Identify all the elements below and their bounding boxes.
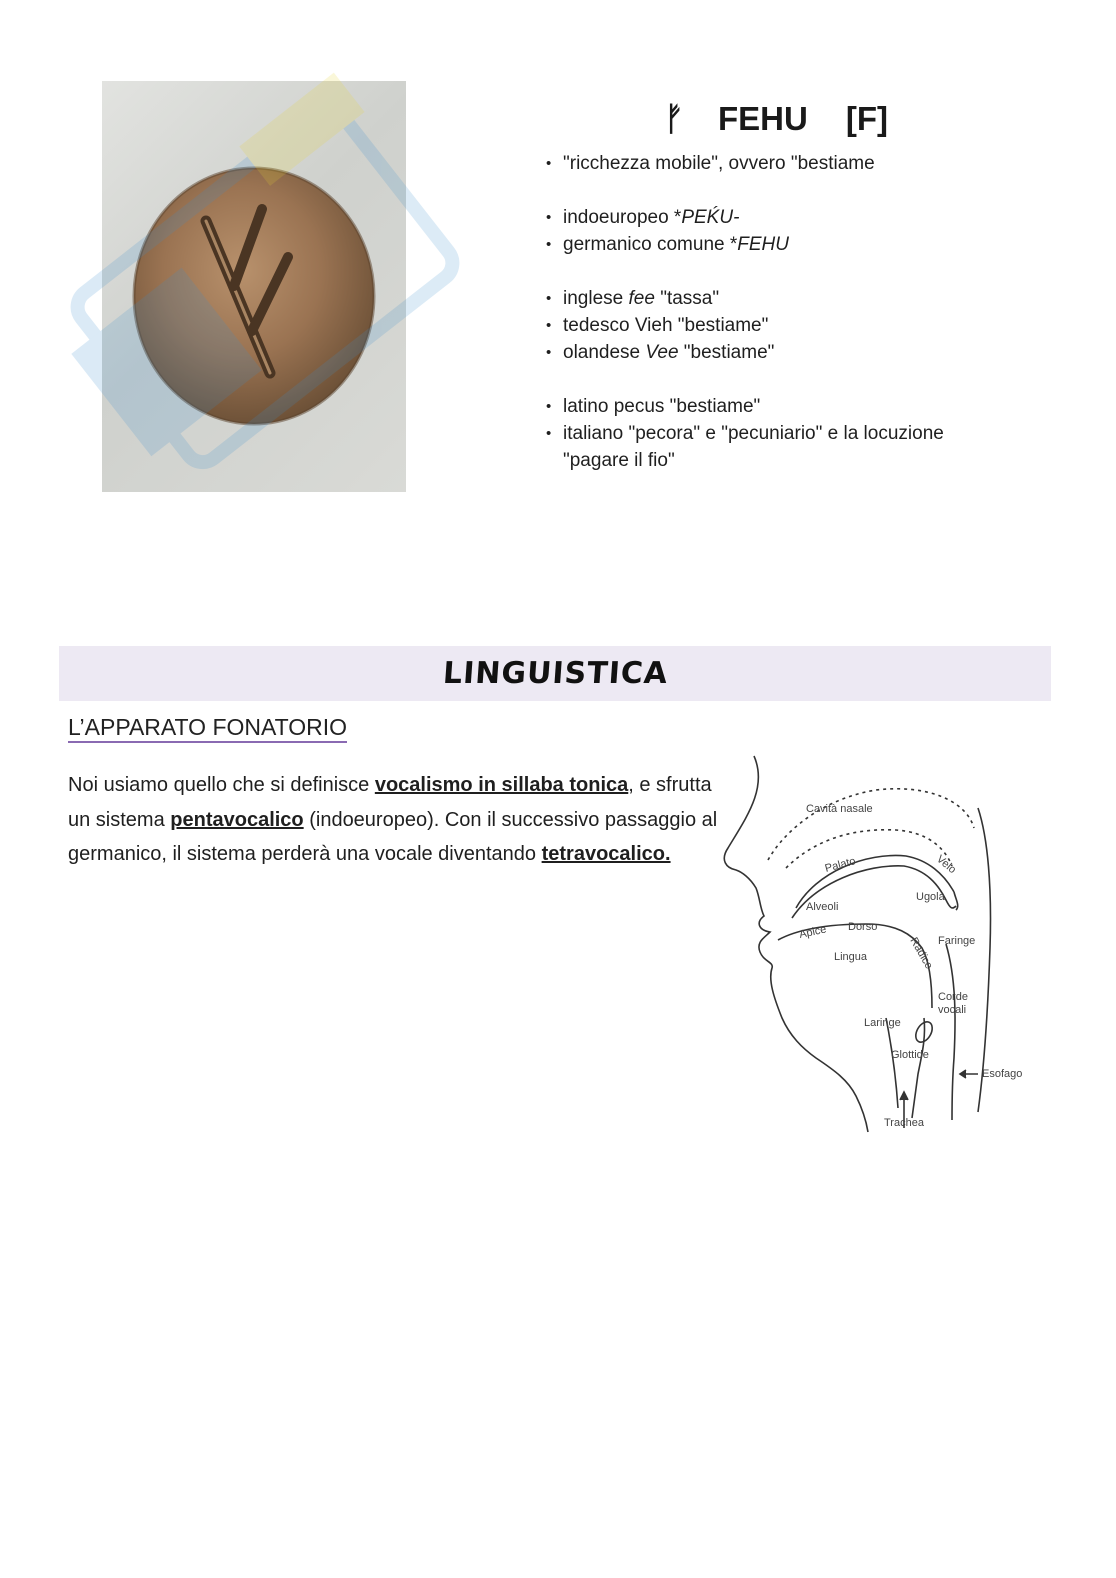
bullet-text: "bestiame" bbox=[678, 342, 775, 363]
rune-bullet-list bbox=[546, 150, 976, 474]
bullet-text: "tassa" bbox=[654, 288, 720, 309]
bullet-text: FEHU bbox=[737, 234, 789, 255]
rune-bullet-item bbox=[546, 339, 976, 366]
label-apice: Apice bbox=[798, 923, 828, 941]
bullet-text: PEḰU- bbox=[681, 207, 740, 228]
label-trachea: Trachea bbox=[884, 1117, 924, 1129]
rune-bullet-item bbox=[546, 312, 976, 339]
label-glottide: Glottide bbox=[891, 1049, 929, 1061]
rune-bullet-item bbox=[546, 150, 976, 177]
key-term: tetravocalico. bbox=[541, 843, 671, 865]
section-banner bbox=[59, 646, 1051, 701]
label-dorso: Dorso bbox=[848, 921, 878, 933]
vocal-tract-diagram bbox=[716, 748, 1036, 1140]
bullet-text: germanico comune * bbox=[563, 234, 738, 255]
label-corde-vocali-2: vocali bbox=[938, 1004, 967, 1016]
rune-name: FEHU bbox=[718, 100, 808, 137]
rune-bullet-item bbox=[546, 420, 976, 474]
label-alveoli: Alveoli bbox=[806, 901, 839, 913]
label-nasal-cavity: Cavità nasale bbox=[806, 803, 873, 815]
rune-stone-photo bbox=[102, 81, 406, 492]
paragraph-text: , e sfrutta un sistema bbox=[68, 774, 712, 831]
section-banner-title: LINGUISTICA bbox=[441, 656, 669, 691]
rune-glyph: ᚠ bbox=[664, 100, 684, 137]
bullet-text: italiano "pecora" e "pecuniario" e la locuzione "pagare il fio" bbox=[563, 423, 944, 471]
rune-bullet-item bbox=[546, 285, 976, 312]
bullet-text: Vee bbox=[645, 342, 679, 363]
label-palato: Palato bbox=[823, 855, 857, 875]
paragraph-text: Noi usiamo quello che si definisce bbox=[68, 774, 375, 796]
label-esofago: Esofago bbox=[982, 1068, 1023, 1080]
key-term: vocalismo in sillaba tonica bbox=[374, 774, 629, 796]
label-radice: Radice bbox=[907, 935, 935, 972]
bullet-text: latino pecus "bestiame" bbox=[563, 396, 761, 417]
label-faringe: Faringe bbox=[938, 935, 976, 947]
label-ugola: Ugola bbox=[916, 891, 945, 903]
rune-bullet-item bbox=[546, 231, 976, 258]
label-lingua: Lingua bbox=[834, 951, 868, 963]
rune-phonetic: [F] bbox=[845, 100, 888, 137]
rune-bullet-item bbox=[546, 204, 976, 231]
body-paragraph bbox=[68, 768, 718, 872]
label-corde-vocali-1: Corde bbox=[938, 991, 968, 1003]
bullet-text: indoeuropeo * bbox=[563, 207, 682, 228]
label-velo: Velo bbox=[934, 853, 959, 877]
bullet-text: inglese bbox=[563, 288, 629, 309]
bullet-text: fee bbox=[628, 288, 655, 309]
key-term: pentavocalico bbox=[170, 808, 304, 831]
rune-heading bbox=[664, 100, 888, 144]
section-subtitle: L’APPARATO FONATORIO bbox=[68, 714, 347, 743]
bullet-text: "ricchezza mobile", ovvero "bestiame bbox=[563, 153, 875, 174]
bullet-text: tedesco Vieh "bestiame" bbox=[563, 315, 769, 336]
paragraph-text: (indoeuropeo). Con il successivo passaggio al germanico, il sistema perderà una vocale diventando bbox=[68, 808, 718, 865]
rune-bullet-item bbox=[546, 393, 976, 420]
label-laringe: Laringe bbox=[864, 1017, 901, 1029]
bullet-text: olandese bbox=[563, 342, 646, 363]
